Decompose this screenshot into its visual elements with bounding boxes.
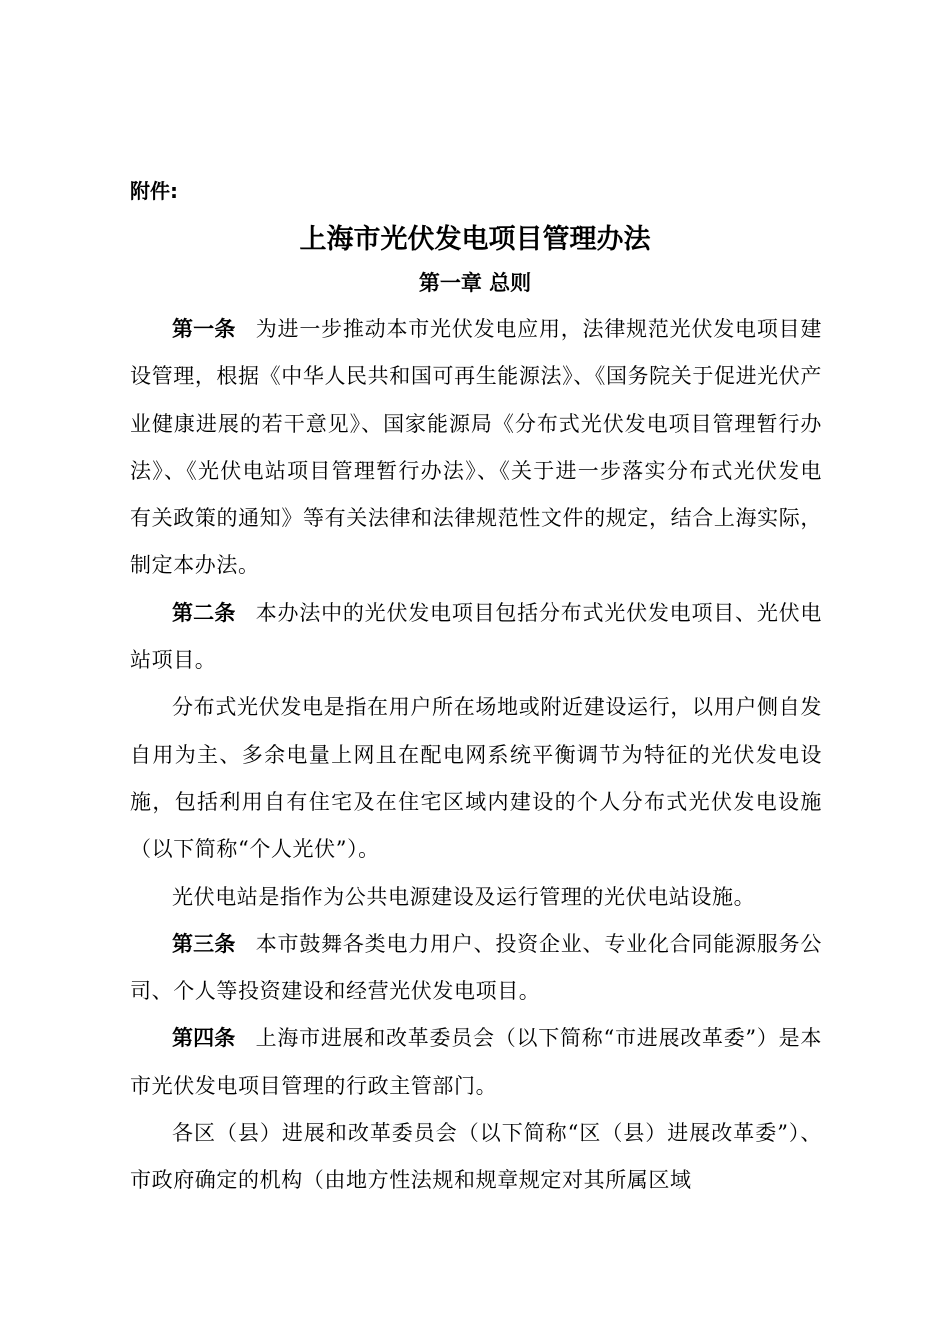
article-1-paragraph — [130, 306, 822, 590]
article-label: 第三条 — [172, 931, 236, 956]
chapter-heading: 第一章 总则 — [418, 271, 532, 295]
paragraph-text: 分布式光伏发电是指在用户所在场地或附近建设运行，以用户侧自发自用为主、多余电量上网且在配电网系统平衡调节为特征的光伏发电设施，包括利用自有住宅及在住宅区域内建设的个人分布式光伏发电设施（以下简称“个人光伏”）。 — [130, 695, 822, 862]
paragraph-text: 本市鼓舞各类电力用户、投资企业、专业化合同能源服务公司、个人等投资建设和经营光伏发电项目。 — [130, 931, 822, 1004]
article-3-paragraph — [130, 921, 822, 1016]
article-2-paragraph — [130, 590, 822, 685]
article-label: 第四条 — [172, 1026, 236, 1051]
pv-station-definition-paragraph — [130, 874, 822, 921]
paragraph-text: 上海市进展和改革委员会（以下简称“市进展改革委”）是本市光伏发电项目管理的行政主管部门。 — [130, 1026, 823, 1098]
paragraph-text: 光伏电站是指作为公共电源建设及运行管理的光伏电站设施。 — [172, 884, 756, 909]
paragraph-text: 各区（县）进展和改革委员会（以下简称“区（县）进展改革委”）、市政府确定的机构（由地方性法规和规章规定对其所属区域 — [130, 1121, 822, 1193]
distributed-pv-definition-paragraph — [130, 684, 822, 873]
article-label: 第二条 — [172, 600, 236, 625]
paragraph-text: 本办法中的光伏发电项目包括分布式光伏发电项目、光伏电站项目。 — [130, 600, 822, 673]
paragraph-text: 为进一步推动本市光伏发电应用，法律规范光伏发电项目建设管理，根据《中华人民共和国可再生能源法》、《国务院关于促进光伏产业健康进展的若干意见》、国家能源局《分布式光伏发电项目管理暂行办法》、《光伏电站项目管理暂行办法》、《关于进一步落实分布式光伏发电有关政策的通知》等有关法律和法律规范性文件的规定，结合上海实际，制定本办法。 — [130, 317, 822, 578]
article-label: 第一条 — [172, 317, 236, 341]
district-authority-paragraph — [130, 1110, 822, 1205]
document-title: 上海市光伏发电项目管理办法 — [299, 224, 651, 255]
document-body — [130, 306, 822, 1205]
article-4-paragraph — [130, 1015, 822, 1110]
attachment-label: 附件: — [130, 179, 178, 203]
